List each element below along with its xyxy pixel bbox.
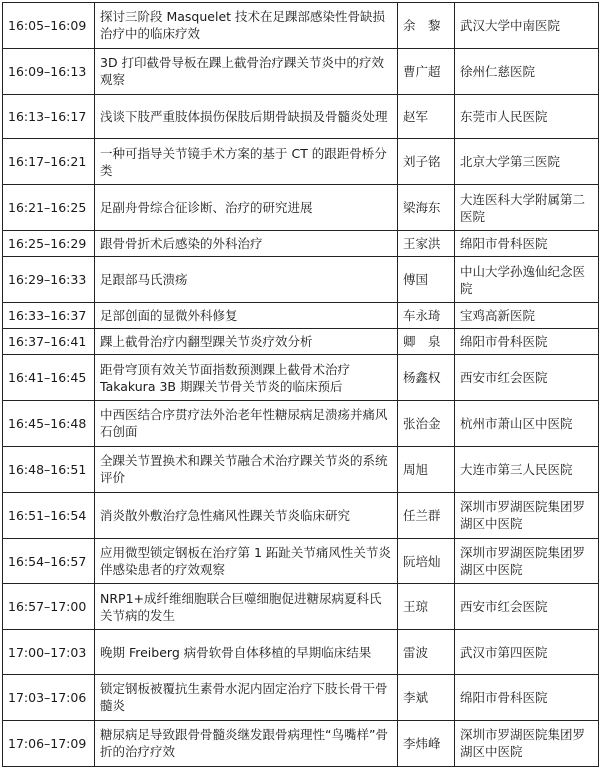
topic-cell: NRP1+成纤维细胞联合巨噬细胞促进糖尿病夏科氏关节病的发生: [95, 584, 398, 630]
table-row: [3, 48, 599, 94]
institution-cell: 深圳市罗湖医院集团罗湖区中医院: [455, 492, 599, 538]
table-row: [3, 675, 599, 721]
time-cell: 17:03–17:06: [3, 675, 95, 721]
table-row: [3, 3, 599, 49]
institution-cell: 徐州仁慈医院: [455, 48, 599, 94]
time-cell: 16:17–16:21: [3, 139, 95, 185]
time-cell: 16:54–16:57: [3, 538, 95, 584]
speaker-cell: 李斌: [398, 675, 455, 721]
institution-cell: 西安市红会医院: [455, 355, 599, 401]
speaker-cell: 阮培灿: [398, 538, 455, 584]
institution-cell: 绵阳市骨科医院: [455, 675, 599, 721]
table-row: [3, 185, 599, 231]
topic-cell: 消炎散外敷治疗急性痛风性踝关节炎临床研究: [95, 492, 398, 538]
speaker-cell: 曹广超: [398, 48, 455, 94]
speaker-cell: 车永琦: [398, 303, 455, 329]
time-cell: 16:33–16:37: [3, 303, 95, 329]
topic-cell: 踝上截骨治疗内翻型踝关节炎疗效分析: [95, 329, 398, 355]
topic-cell: 探讨三阶段 Masquelet 技术在足踝部感染性骨缺损治疗中的临床疗效: [95, 3, 398, 49]
speaker-cell: 余 黎: [398, 3, 455, 49]
table-row: [3, 720, 599, 766]
speaker-cell: 王琼: [398, 584, 455, 630]
institution-cell: 深圳市罗湖医院集团罗湖区中医院: [455, 720, 599, 766]
time-cell: 17:00–17:03: [3, 630, 95, 675]
time-cell: 16:48–16:51: [3, 446, 95, 492]
table-row: [3, 303, 599, 329]
time-cell: 16:41–16:45: [3, 355, 95, 401]
topic-cell: 糖尿病足导致跟骨骨髓炎继发跟骨病理性“鸟嘴样”骨折的治疗疗效: [95, 720, 398, 766]
time-cell: 17:06–17:09: [3, 720, 95, 766]
table-row: [3, 446, 599, 492]
speaker-cell: 卿 泉: [398, 329, 455, 355]
time-cell: 16:37–16:41: [3, 329, 95, 355]
time-cell: 16:25–16:29: [3, 231, 95, 257]
time-cell: 16:05–16:09: [3, 3, 95, 49]
schedule-table: [2, 2, 599, 767]
time-cell: 16:29–16:33: [3, 257, 95, 303]
topic-cell: 足跟部马氏溃疡: [95, 257, 398, 303]
institution-cell: 武汉大学中南医院: [455, 3, 599, 49]
speaker-cell: 傅国: [398, 257, 455, 303]
institution-cell: 武汉市第四医院: [455, 630, 599, 675]
time-cell: 16:57–17:00: [3, 584, 95, 630]
table-row: [3, 231, 599, 257]
speaker-cell: 王家洪: [398, 231, 455, 257]
speaker-cell: 刘子铭: [398, 139, 455, 185]
topic-cell: 一种可指导关节镜手术方案的基于 CT 的跟距骨桥分类: [95, 139, 398, 185]
topic-cell: 3D 打印截骨导板在踝上截骨治疗踝关节炎中的疗效观察: [95, 48, 398, 94]
table-row: [3, 630, 599, 675]
topic-cell: 足部创面的显微外科修复: [95, 303, 398, 329]
topic-cell: 锁定钢板被覆抗生素骨水泥内固定治疗下肢长骨干骨髓炎: [95, 675, 398, 721]
topic-cell: 中西医结合序贯疗法外治老年性糖尿病足溃疡并痛风石创面: [95, 400, 398, 446]
table-row: [3, 139, 599, 185]
institution-cell: 绵阳市骨科医院: [455, 329, 599, 355]
speaker-cell: 李炜峰: [398, 720, 455, 766]
topic-cell: 全踝关节置换术和踝关节融合术治疗踝关节炎的系统评价: [95, 446, 398, 492]
institution-cell: 大连医科大学附属第二医院: [455, 185, 599, 231]
institution-cell: 深圳市罗湖医院集团罗湖区中医院: [455, 538, 599, 584]
topic-cell: 足副舟骨综合征诊断、治疗的研究进展: [95, 185, 398, 231]
topic-cell: 浅谈下肢严重肢体损伤保肢后期骨缺损及骨髓炎处理: [95, 94, 398, 139]
institution-cell: 西安市红会医院: [455, 584, 599, 630]
speaker-cell: 任兰群: [398, 492, 455, 538]
time-cell: 16:09–16:13: [3, 48, 95, 94]
topic-cell: 应用微型锁定钢板在治疗第 1 跖趾关节痛风性关节炎伴感染患者的疗效观察: [95, 538, 398, 584]
institution-cell: 宝鸡高新医院: [455, 303, 599, 329]
institution-cell: 北京大学第三医院: [455, 139, 599, 185]
topic-cell: 距骨穹顶有效关节面指数预测踝上截骨术治疗 Takakura 3B 期踝关节骨关节炎的临床预后: [95, 355, 398, 401]
institution-cell: 大连市第三人民医院: [455, 446, 599, 492]
table-row: [3, 329, 599, 355]
table-row: [3, 94, 599, 139]
table-row: [3, 492, 599, 538]
table-row: [3, 257, 599, 303]
table-row: [3, 355, 599, 401]
institution-cell: 东莞市人民医院: [455, 94, 599, 139]
topic-cell: 跟骨骨折术后感染的外科治疗: [95, 231, 398, 257]
time-cell: 16:21–16:25: [3, 185, 95, 231]
institution-cell: 绵阳市骨科医院: [455, 231, 599, 257]
time-cell: 16:51–16:54: [3, 492, 95, 538]
time-cell: 16:13–16:17: [3, 94, 95, 139]
speaker-cell: 周旭: [398, 446, 455, 492]
speaker-cell: 赵军: [398, 94, 455, 139]
speaker-cell: 张治金: [398, 400, 455, 446]
speaker-cell: 杨鑫权: [398, 355, 455, 401]
time-cell: 16:45–16:48: [3, 400, 95, 446]
table-row: [3, 400, 599, 446]
table-row: [3, 584, 599, 630]
institution-cell: 中山大学孙逸仙纪念医院: [455, 257, 599, 303]
speaker-cell: 梁海东: [398, 185, 455, 231]
table-row: [3, 538, 599, 584]
speaker-cell: 雷波: [398, 630, 455, 675]
topic-cell: 晚期 Freiberg 病骨软骨自体移植的早期临床结果: [95, 630, 398, 675]
institution-cell: 杭州市萧山区中医院: [455, 400, 599, 446]
